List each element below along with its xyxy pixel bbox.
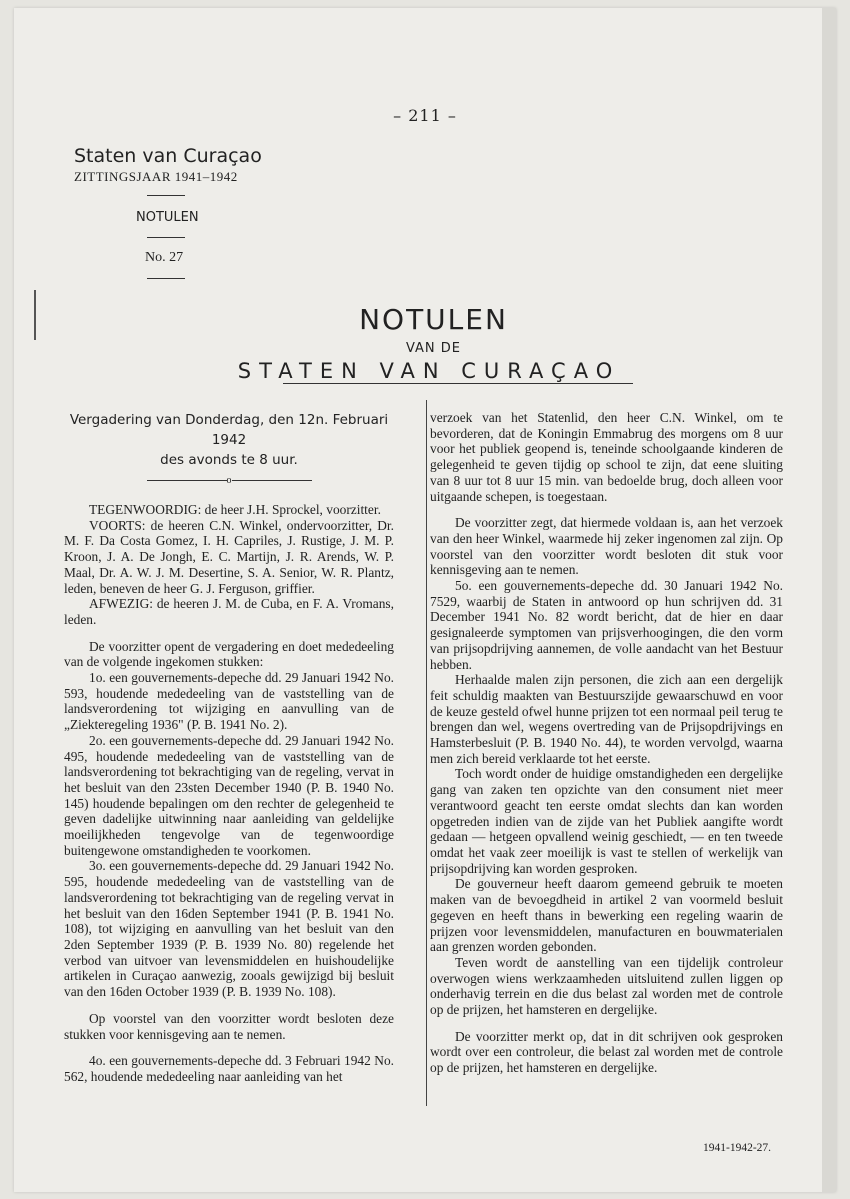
footer-reference: 1941-1942-27.: [703, 1142, 772, 1154]
paragraph-present: TEGENWOORDIG: de heer J.H. Sprockel, voorzitter.: [89, 502, 381, 517]
paragraph-chair-reply: De voorzitter zegt, dat hiermede voldaan is, aan het verzoek van den heer Winkel, waarmede hij zeker ingenomen zal zijn. Op voorstel van den voorzitter wordt besloten dit stuk voor kennisgeving aan te nemen.: [430, 515, 783, 578]
paragraph-opening: De voorzitter opent de vergadering en doet mededeeling van de volgende ingekomen stukken:: [64, 638, 394, 670]
paragraph-item-4-cont: verzoek van het Statenlid, den heer C.N. Winkel, om te bevorderen, dat de Koningin Emmabrug des morgens om 8 uur voor het publiek geopend is, teneinde schoolgaande kinderen de gelegenheid te geven tijdig op school te zijn, dat eene sluiting van 8 uur tot 8 uur 15 min. van bedoelde brug, doch alleen voor uitgaande schepen, is toegestaan.: [430, 410, 783, 504]
paragraph-item-1: 1o. een gouvernements-depeche dd. 29 Januari 1942 No. 593, houdende mededeeling van de vaststelling van de landsverordening tot wijziging en aanvulling van de „Ziekteregeling 1936" (P. B. 1941 No. 2).: [64, 670, 394, 733]
header-block: [74, 145, 289, 279]
paragraph-chair-note: De voorzitter merkt op, dat in dit schrijven ook gesproken wordt over een controleur, die belast zal worden met de controle op de prijzen, het hamsteren en dergelijke.: [430, 1028, 783, 1076]
paragraph-item-3: 3o. een gouvernements-depeche dd. 29 Januari 1942 No. 595, houdende mededeeling van de vaststelling van de landsverordening tot bekrachtiging van de regeling vervat in het besluit van den 16den September 1941 (P. B. 1941 No. 108), tot wijziging en aanvulling van het besluit van den 2den September 1939 (P. B. 1939 No. 80) regelende het verbod van uitvoer van levensmiddelen en huishoudelijke artikelen in Curaçao aanwezig, zooals gewijzigd bij besluit van den 16den October 1939 (P. B. 1939 No. 108).: [64, 858, 394, 1000]
title-staten: STATEN VAN CURAÇAO: [237, 359, 621, 383]
paragraph-warnings: Herhaalde malen zijn personen, die zich aan een dergelijk feit schuldig maakten van Bestuurszijde gewaarschuwd en voor de keuze gesteld ofwel hunne prijzen tot een normaal peil terug te brengen dan wel, wegens overtreding van de Prijsopdrijvings en Hamsterbesluit (P. B. 1940 No. 44), te worden vervolgd, waarna men zich bereid verklaarde tot het eerste.: [430, 672, 783, 766]
page-edge: [822, 8, 836, 1192]
doc-number: No. 27: [145, 250, 184, 265]
paragraph-members: VOORTS: de heeren C.N. Winkel, ondervoorzitter, Dr. M. F. Da Costa Gomez, I. H. Capriles, J. Rustige, J. M. P. Kroon, J. A. De Jongh, E. C. Martijn, J. R. Arends, W. P. Maal, Dr. A. W. J. M. Desertine, S. A. Senior, W. R. Plantz, leden, beneven de heer G. J. Ferguson, griffier.: [64, 517, 394, 596]
paragraph-circumstances: Toch wordt onder de huidige omstandigheden een dergelijke gang van zaken ten opzichte van den consument niet meer verantwoord geacht ten eerste omdat slechts dan kan worden opgetreden indien van de zijde van het Publiek aangifte wordt gedaan — hetgeen opvallend weinig geschiedt, — en ten tweede omdat het vaak zeer moeilijk is vast te stellen of werkelijk van prijsopdrijving kan worden gesproken.: [430, 766, 783, 876]
header-divider: [147, 278, 185, 279]
paragraph-item-4: 4o. een gouvernements-depeche dd. 3 Februari 1942 No. 562, houdende mededeeling naar aanleiding van het: [64, 1053, 394, 1084]
section-separator: [64, 476, 394, 486]
column-divider: [426, 400, 427, 1106]
title-underline: [283, 383, 633, 384]
meeting-heading: [64, 410, 394, 470]
organization-name: Staten van Curaçao: [74, 145, 262, 167]
page-number: – 211 –: [393, 106, 457, 125]
left-column: [64, 410, 394, 1085]
paragraph-controller: Teven wordt de aanstelling van een tijdelijk controleur overwogen wiens werkzaamheden uitsluitend zullen liggen op onderhavig terrein en die dus belast zal worden met de controle op de prijzen, het hamsteren en dergelijke.: [430, 954, 783, 1018]
paragraph-item-2: 2o. een gouvernements-depeche dd. 29 Januari 1942 No. 495, houdende mededeeling van de vaststelling van de landsverordening tot bekrachtiging van de regeling, vervat in het besluit van den 23sten December 1940 (P. B. 1940 No. 145) houdende bepalingen om den rechter de gelegenheid te geven dadelijke uitwinning naar aanleiding van geldelijke moeilijkheden tengevolge van de tegenwoordige buitengewone omstandigheden te voorkomen.: [64, 732, 394, 858]
main-title: NOTULEN: [359, 303, 508, 336]
paragraph-item-5: 5o. een gouvernements-depeche dd. 30 Januari 1942 No. 7529, waarbij de Staten in antwoord op hun schrijven dd. 31 December 1941 No. 82 wordt bericht, dat de hier en daar gesignaleerde symptomen van prijsverhoogingen, die den vorm van prijsopdrijving aannemen, de volle aandacht van het Bestuur hebben.: [430, 578, 783, 672]
meeting-time: des avonds te 8 uur.: [160, 452, 298, 468]
header-divider: [147, 195, 185, 196]
paragraph-decision: Op voorstel van den voorzitter wordt besloten deze stukken voor kennisgeving aan te nemen.: [64, 1010, 394, 1042]
right-column: [430, 410, 783, 1076]
header-divider: [147, 237, 185, 238]
title-subline: VAN DE: [405, 341, 462, 356]
paragraph-governor: De gouverneur heeft daarom gemeend gebruik te moeten maken van de bevoegdheid in artikel 2 van voormeld besluit gegeven en heeft thans in bewerking een regeling waarin de prijzen voor levensmiddelen, manufacturen en bouwmaterialen aan grenzen worden gebonden.: [430, 876, 783, 955]
meeting-date: Vergadering van Donderdag, den 12n. Februari 1942: [69, 412, 389, 448]
doc-type: NOTULEN: [136, 210, 199, 225]
paragraph-absent: AFWEZIG: de heeren J. M. de Cuba, en F. A. Vromans, leden.: [64, 596, 394, 627]
separator-mark: o: [226, 475, 232, 486]
session-year: ZITTINGSJAAR 1941–1942: [74, 169, 238, 184]
